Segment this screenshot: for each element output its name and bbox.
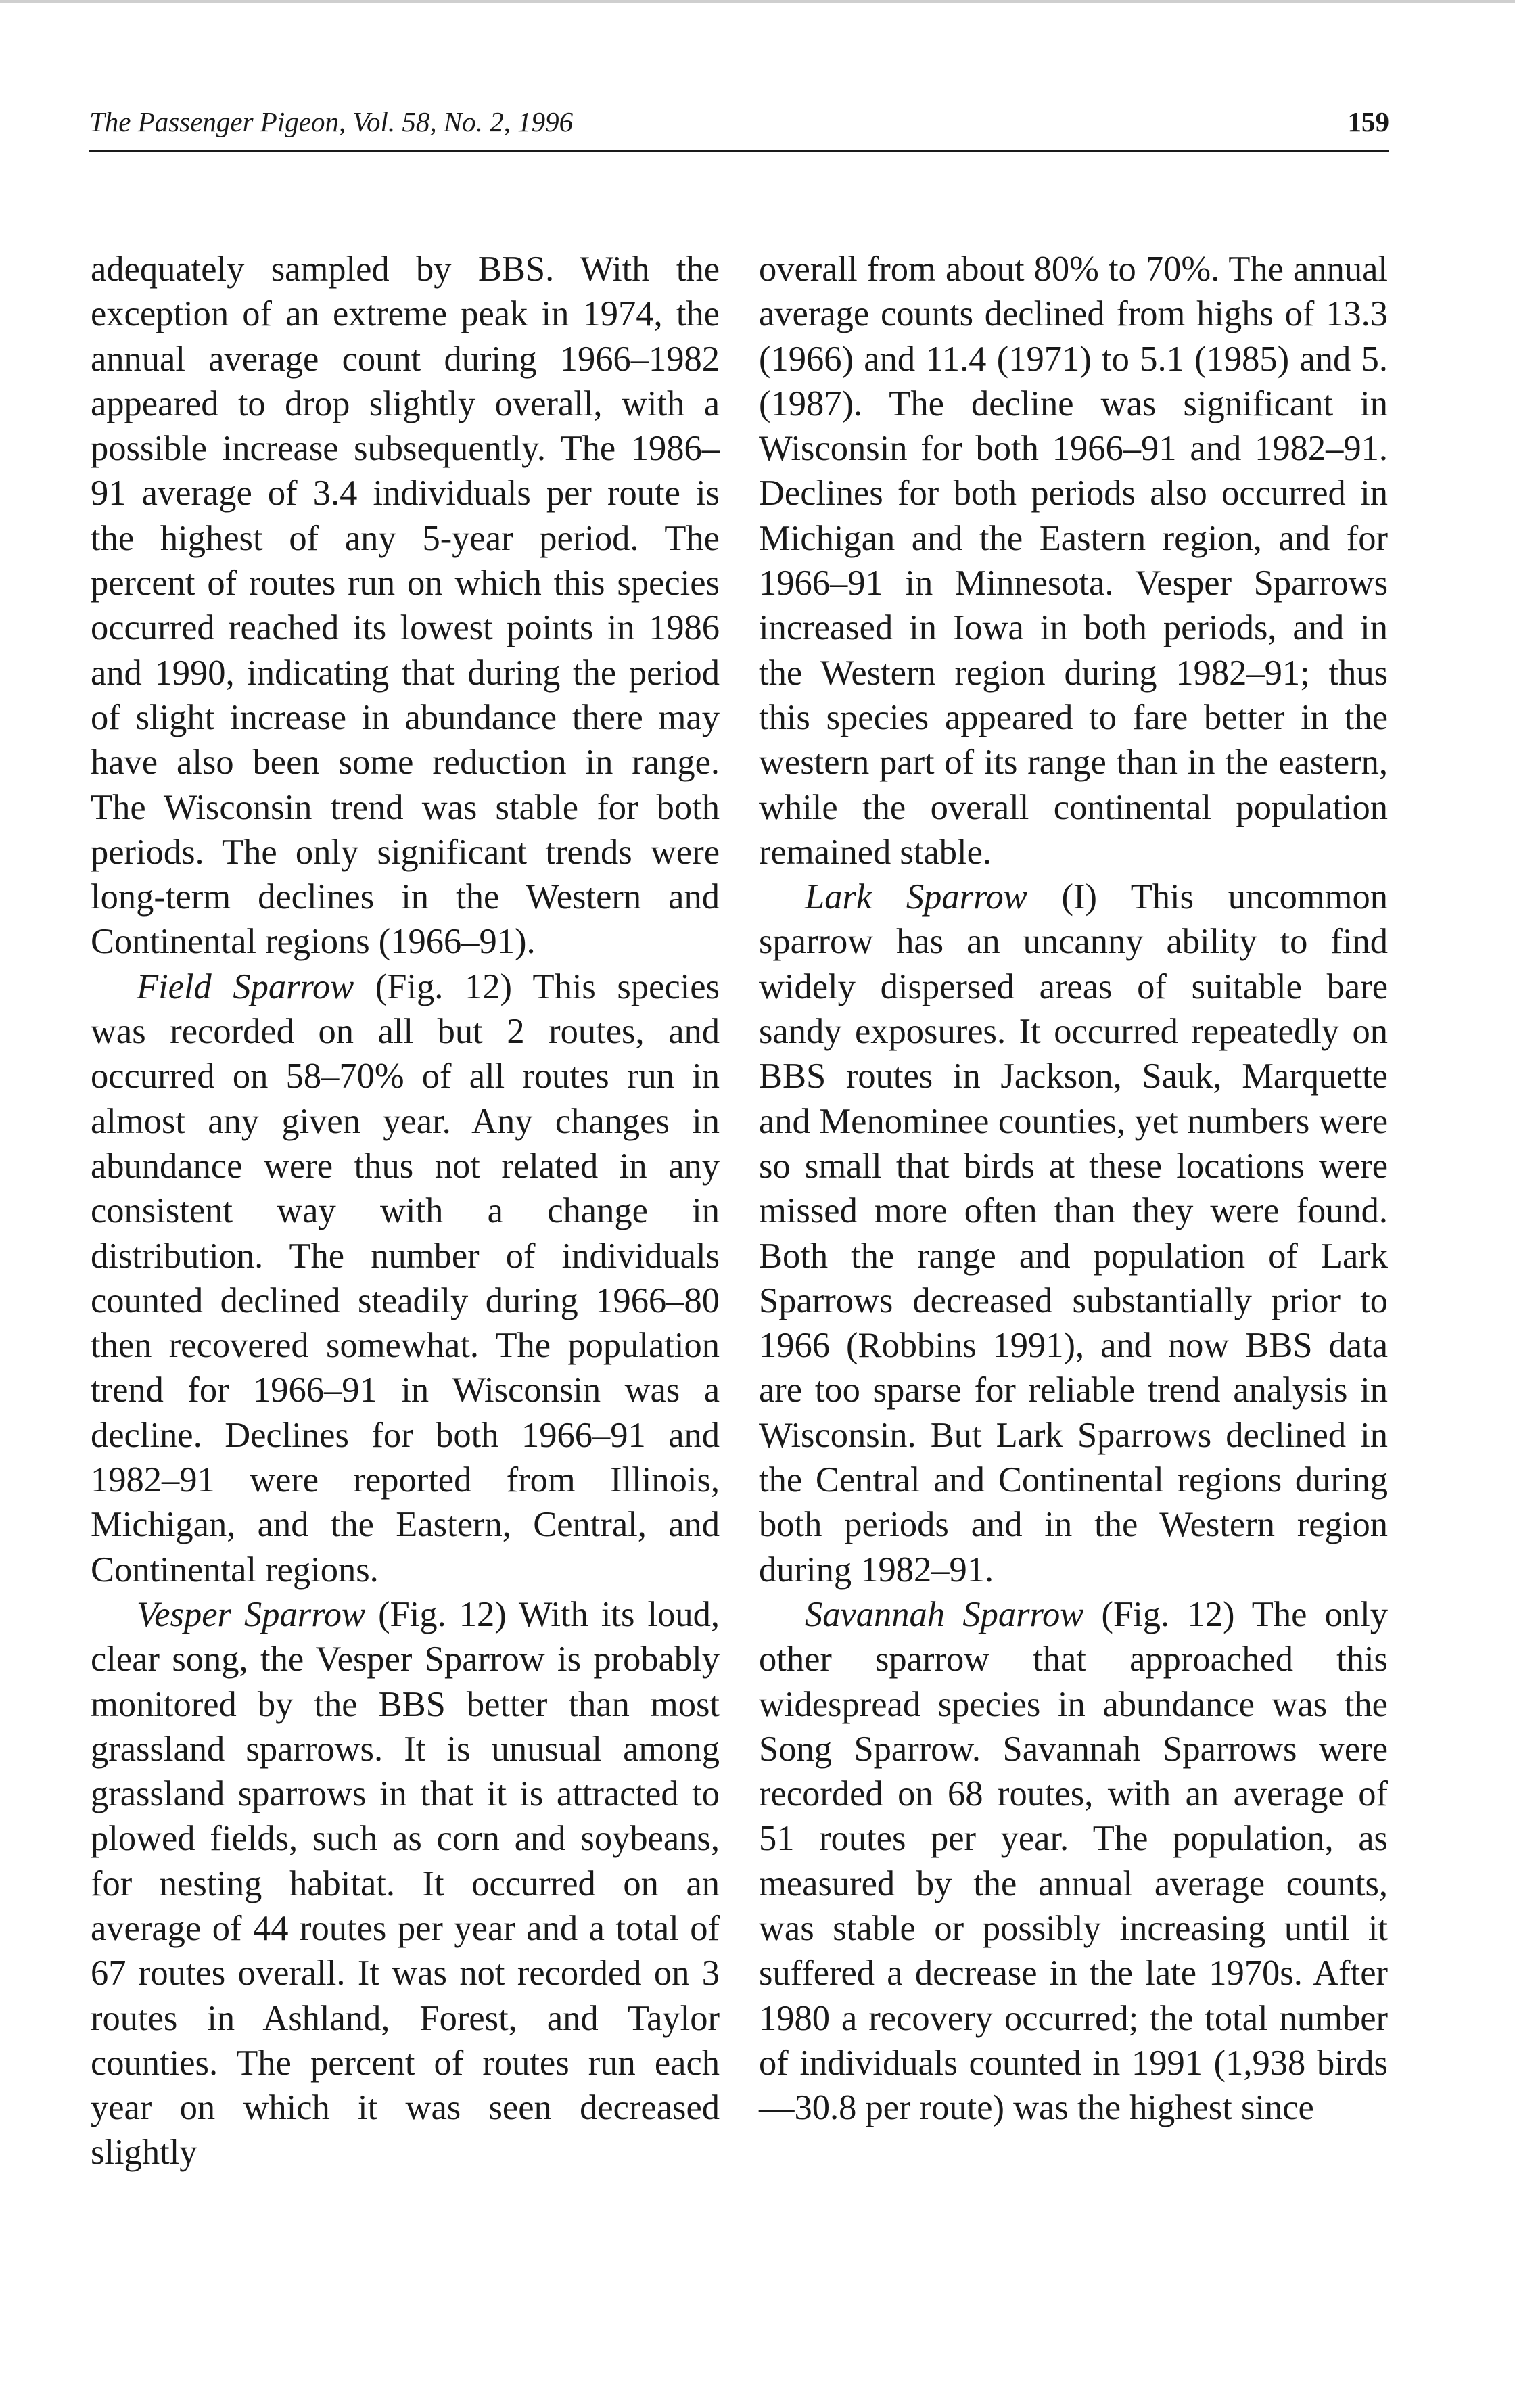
- species-name-field-sparrow: Field Sparrow: [137, 967, 354, 1006]
- paragraph-text: adequately sampled by BBS. With the exception of an extreme peak in 1974, the annual average count during 1966–1982 appeared to drop slightly overall, with a possible increase subsequently. The 1986–91 average of 3.4 individuals per route is the highest of any 5-year period. The percent of routes run on which this species occurred reached its lowest points in 1986 and 1990, indicating that during the period of slight increase in abundance there may have also been some reduction in range. The Wisconsin trend was stable for both periods. The only significant trends were long-term declines in the Western and Continental regions (1966–91).: [91, 250, 720, 962]
- paragraph-field-sparrow: [91, 965, 720, 1592]
- left-column: [91, 247, 720, 2175]
- journal-citation: The Passenger Pigeon, Vol. 58, No. 2, 1996: [89, 106, 574, 137]
- paragraph-text: (I) This uncommon sparrow has an uncanny ability to find widely dispersed areas of suitable bare sandy exposures. It occurred repeatedly on BBS routes in Jackson, Sauk, Marquette and Menominee counties, yet numbers were so small that birds at these locations were missed more often than they were found. Both the range and population of Lark Sparrows decreased substantially prior to 1966 (Robbins 1991), and now BBS data are too sparse for reliable trend analysis in Wisconsin. But Lark Sparrows declined in the Central and Continental regions during both periods and in the Western region during 1982–91.: [759, 877, 1388, 1590]
- paragraph-vesper-continued: [759, 247, 1388, 875]
- scan-top-edge: [0, 0, 1515, 3]
- running-header: [89, 96, 1389, 152]
- paragraph-continued: [91, 247, 720, 965]
- paragraph-text: (Fig. 12) The only other sparrow that approached this widespread species in abundance was the Song Sparrow. Savannah Sparrows were recorded on 68 routes, with an average of 51 routes per year. The population, as measured by the annual average counts, was stable or possibly increasing until it suffered a decrease in the late 1970s. After 1980 a recovery occurred; the total number of individuals counted in 1991 (1,938 birds—30.8 per route) was the highest since: [759, 1594, 1388, 2128]
- paragraph-text: (Fig. 12) This species was recorded on all but 2 routes, and occurred on 58–70% of all routes run in almost any given year. Any changes in abundance were thus not related in any consistent way with a change in distribution. The number of individuals counted declined steadily during 1966–80 then recovered somewhat. The population trend for 1966–91 in Wisconsin was a decline. Declines for both 1966–91 and 1982–91 were reported from Illinois, Michigan, and the Eastern, Central, and Continental regions.: [91, 967, 720, 1590]
- page-number: 159: [1347, 106, 1389, 137]
- right-column: [759, 247, 1388, 2130]
- paragraph-savannah-sparrow: [759, 1592, 1388, 2131]
- species-name-lark-sparrow: Lark Sparrow: [805, 877, 1027, 917]
- paragraph-lark-sparrow: [759, 875, 1388, 1592]
- paragraph-text: (Fig. 12) With its loud, clear song, the Vesper Sparrow is probably monitored by the BBS better than most grassland sparrows. It is unusual among grassland sparrows in that it is attracted to plowed fields, such as corn and soybeans, for nesting habitat. It occurred on an average of 44 routes per year and a total of 67 routes overall. It was not recorded on 3 routes in Ashland, Forest, and Taylor counties. The percent of routes run each year on which it was seen decreased slightly: [91, 1594, 720, 2173]
- species-name-savannah-sparrow: Savannah Sparrow: [805, 1594, 1084, 1634]
- paragraph-text: overall from about 80% to 70%. The annual average counts declined from highs of 13.3 (1966) and 11.4 (1971) to 5.1 (1985) and 5. (1987). The decline was significant in Wisconsin for both 1966–91 and 1982–91. Declines for both periods also occurred in Michigan and the Eastern region, and for 1966–91 in Minnesota. Vesper Sparrows increased in Iowa in both periods, and in the Western region during 1982–91; thus this species appeared to fare better in the western part of its range than in the eastern, while the overall continental population remained stable.: [759, 250, 1388, 872]
- species-name-vesper-sparrow: Vesper Sparrow: [137, 1594, 365, 1634]
- paragraph-vesper-sparrow: [91, 1592, 720, 2175]
